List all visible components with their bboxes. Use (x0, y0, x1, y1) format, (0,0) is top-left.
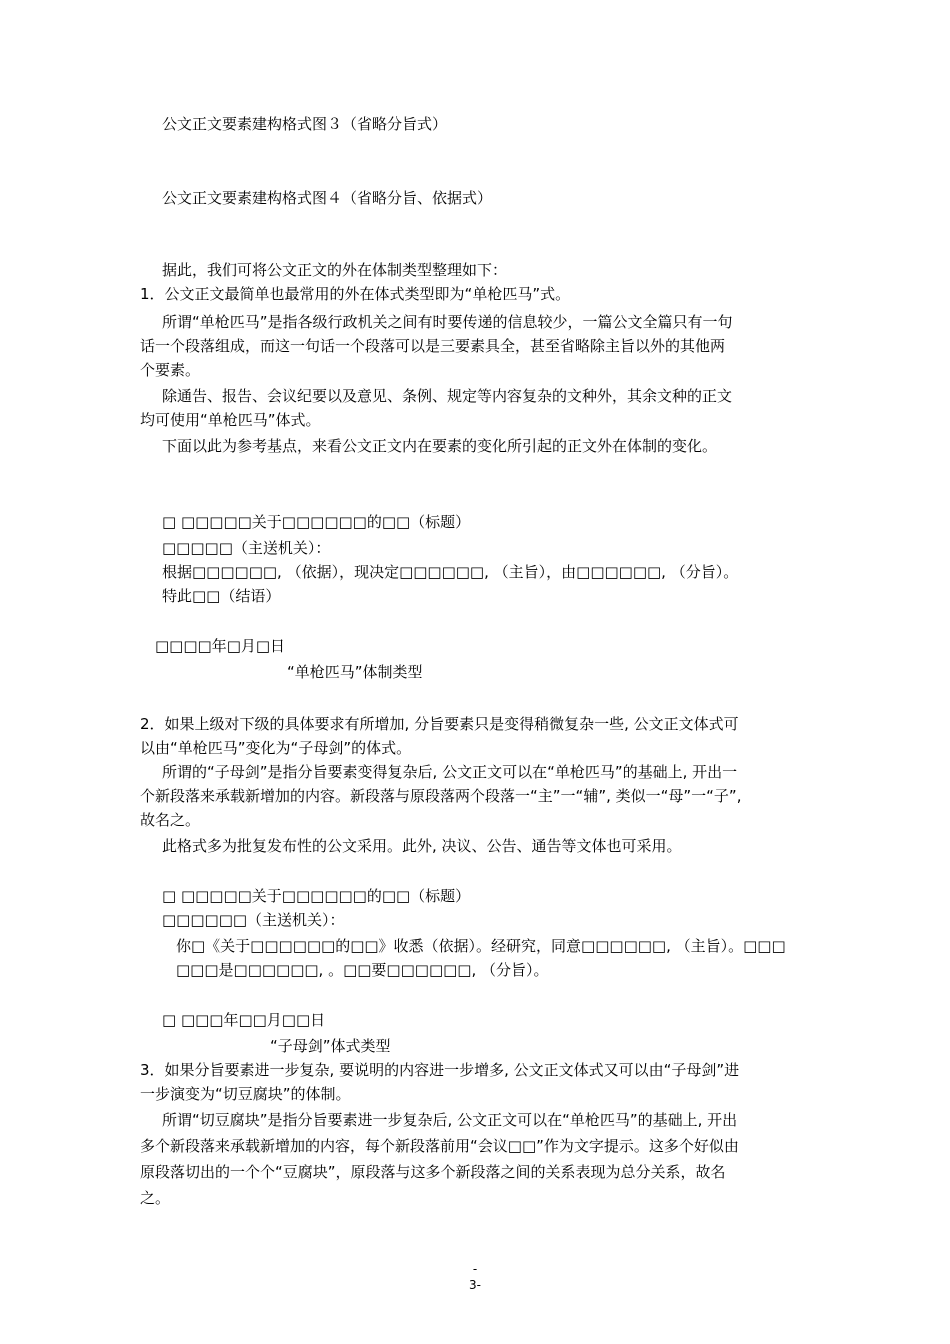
paragraph-line: 均可使用“单枪匹马”体式。 (140, 411, 321, 429)
template-title-line: □ □□□□□关于□□□□□□的□□（标题） (162, 887, 471, 905)
template-body-line: 根据□□□□□□, （依据），现决定□□□□□□, （主旨），由□□□□□□, （分旨）。 (162, 563, 739, 581)
paragraph-line: 之。 (140, 1189, 171, 1207)
paragraph-line: 故名之。 (140, 811, 201, 829)
template-title-line: □ □□□□□关于□□□□□□的□□（标题） (162, 513, 471, 531)
paragraph-line: 据此，我们可将公文正文的外在体制类型整理如下： (162, 261, 508, 279)
section-heading-3: 3．如果分旨要素进一步复杂, 要说明的内容进一步增多, 公文正文体式又可以由“子母剑”进 (140, 1061, 740, 1079)
paragraph-line: 个要素。 (140, 361, 201, 379)
template-date-line: □ □□□年□□月□□日 (162, 1011, 326, 1029)
figure-caption-4: 公文正文要素建构格式图４（省略分旨、依据式） (162, 189, 493, 207)
footer-dash: - (472, 1262, 478, 1276)
section-heading-1: 1．公文正文最简单也最常用的外在体式类型即为“单枪匹马”式。 (140, 285, 571, 303)
paragraph-line: 除通告、报告、会议纪要以及意见、条例、规定等内容复杂的文种外，其余文种的正文 (162, 387, 733, 405)
template-recipient-line: □□□□□□（主送机关）： (162, 911, 345, 929)
figure-caption-3: 公文正文要素建构格式图３（省略分旨式） (162, 115, 448, 133)
template-closing-line: 特此□□（结语） (162, 587, 281, 605)
page-number: 3- (469, 1278, 481, 1292)
template-body-line: □□□是□□□□□□, 。□□要□□□□□□, （分旨）。 (176, 961, 549, 979)
template-recipient-line: □□□□□（主送机关）： (162, 539, 331, 557)
template-caption-2: “子母剑”体式类型 (270, 1037, 391, 1055)
template-body-line: 你□《关于□□□□□□的□□》收悉（依据）。经研究，同意□□□□□□, （主旨）。□□□ (176, 937, 786, 955)
paragraph-line: 多个新段落来承载新增加的内容，每个新段落前用“会议□□”作为文字提示。这多个好似由 (140, 1137, 739, 1155)
paragraph-line: 一步演变为“切豆腐块”的体制。 (140, 1085, 351, 1103)
section-heading-2: 2．如果上级对下级的具体要求有所增加, 分旨要素只是变得稍微复杂一些, 公文正文体式可 (140, 715, 739, 733)
paragraph-line: 所谓“单枪匹马”是指各级行政机关之间有时要传递的信息较少，一篇公文全篇只有一句 (162, 313, 733, 331)
paragraph-line: 所谓“切豆腐块”是指分旨要素进一步复杂后, 公文正文可以在“单枪匹马”的基础上, 开出 (162, 1111, 738, 1129)
template-caption-1: “单枪匹马”体制类型 (287, 663, 423, 681)
paragraph-line: 所谓的“子母剑”是指分旨要素变得复杂后, 公文正文可以在“单枪匹马”的基础上, 开出一 (162, 763, 738, 781)
template-date-line: □□□□年□月□日 (155, 637, 286, 655)
paragraph-line: 个新段落来承载新增加的内容。新段落与原段落两个段落一“主”一“辅”, 类似一“母”一“子”, (140, 787, 742, 805)
paragraph-line: 以由“单枪匹马”变化为“子母剑”的体式。 (140, 739, 412, 757)
paragraph-line: 原段落切出的一个个“豆腐块”，原段落与这多个新段落之间的关系表现为总分关系，故名 (140, 1163, 726, 1181)
paragraph-line: 此格式多为批复发布性的公文采用。此外, 决议、公告、通告等文体也可采用。 (162, 837, 682, 855)
paragraph-line: 话一个段落组成，而这一句话一个段落可以是三要素具全，甚至省略除主旨以外的其他两 (140, 337, 726, 355)
paragraph-line: 下面以此为参考基点，来看公文正文内在要素的变化所引起的正文外在体制的变化。 (162, 437, 718, 455)
